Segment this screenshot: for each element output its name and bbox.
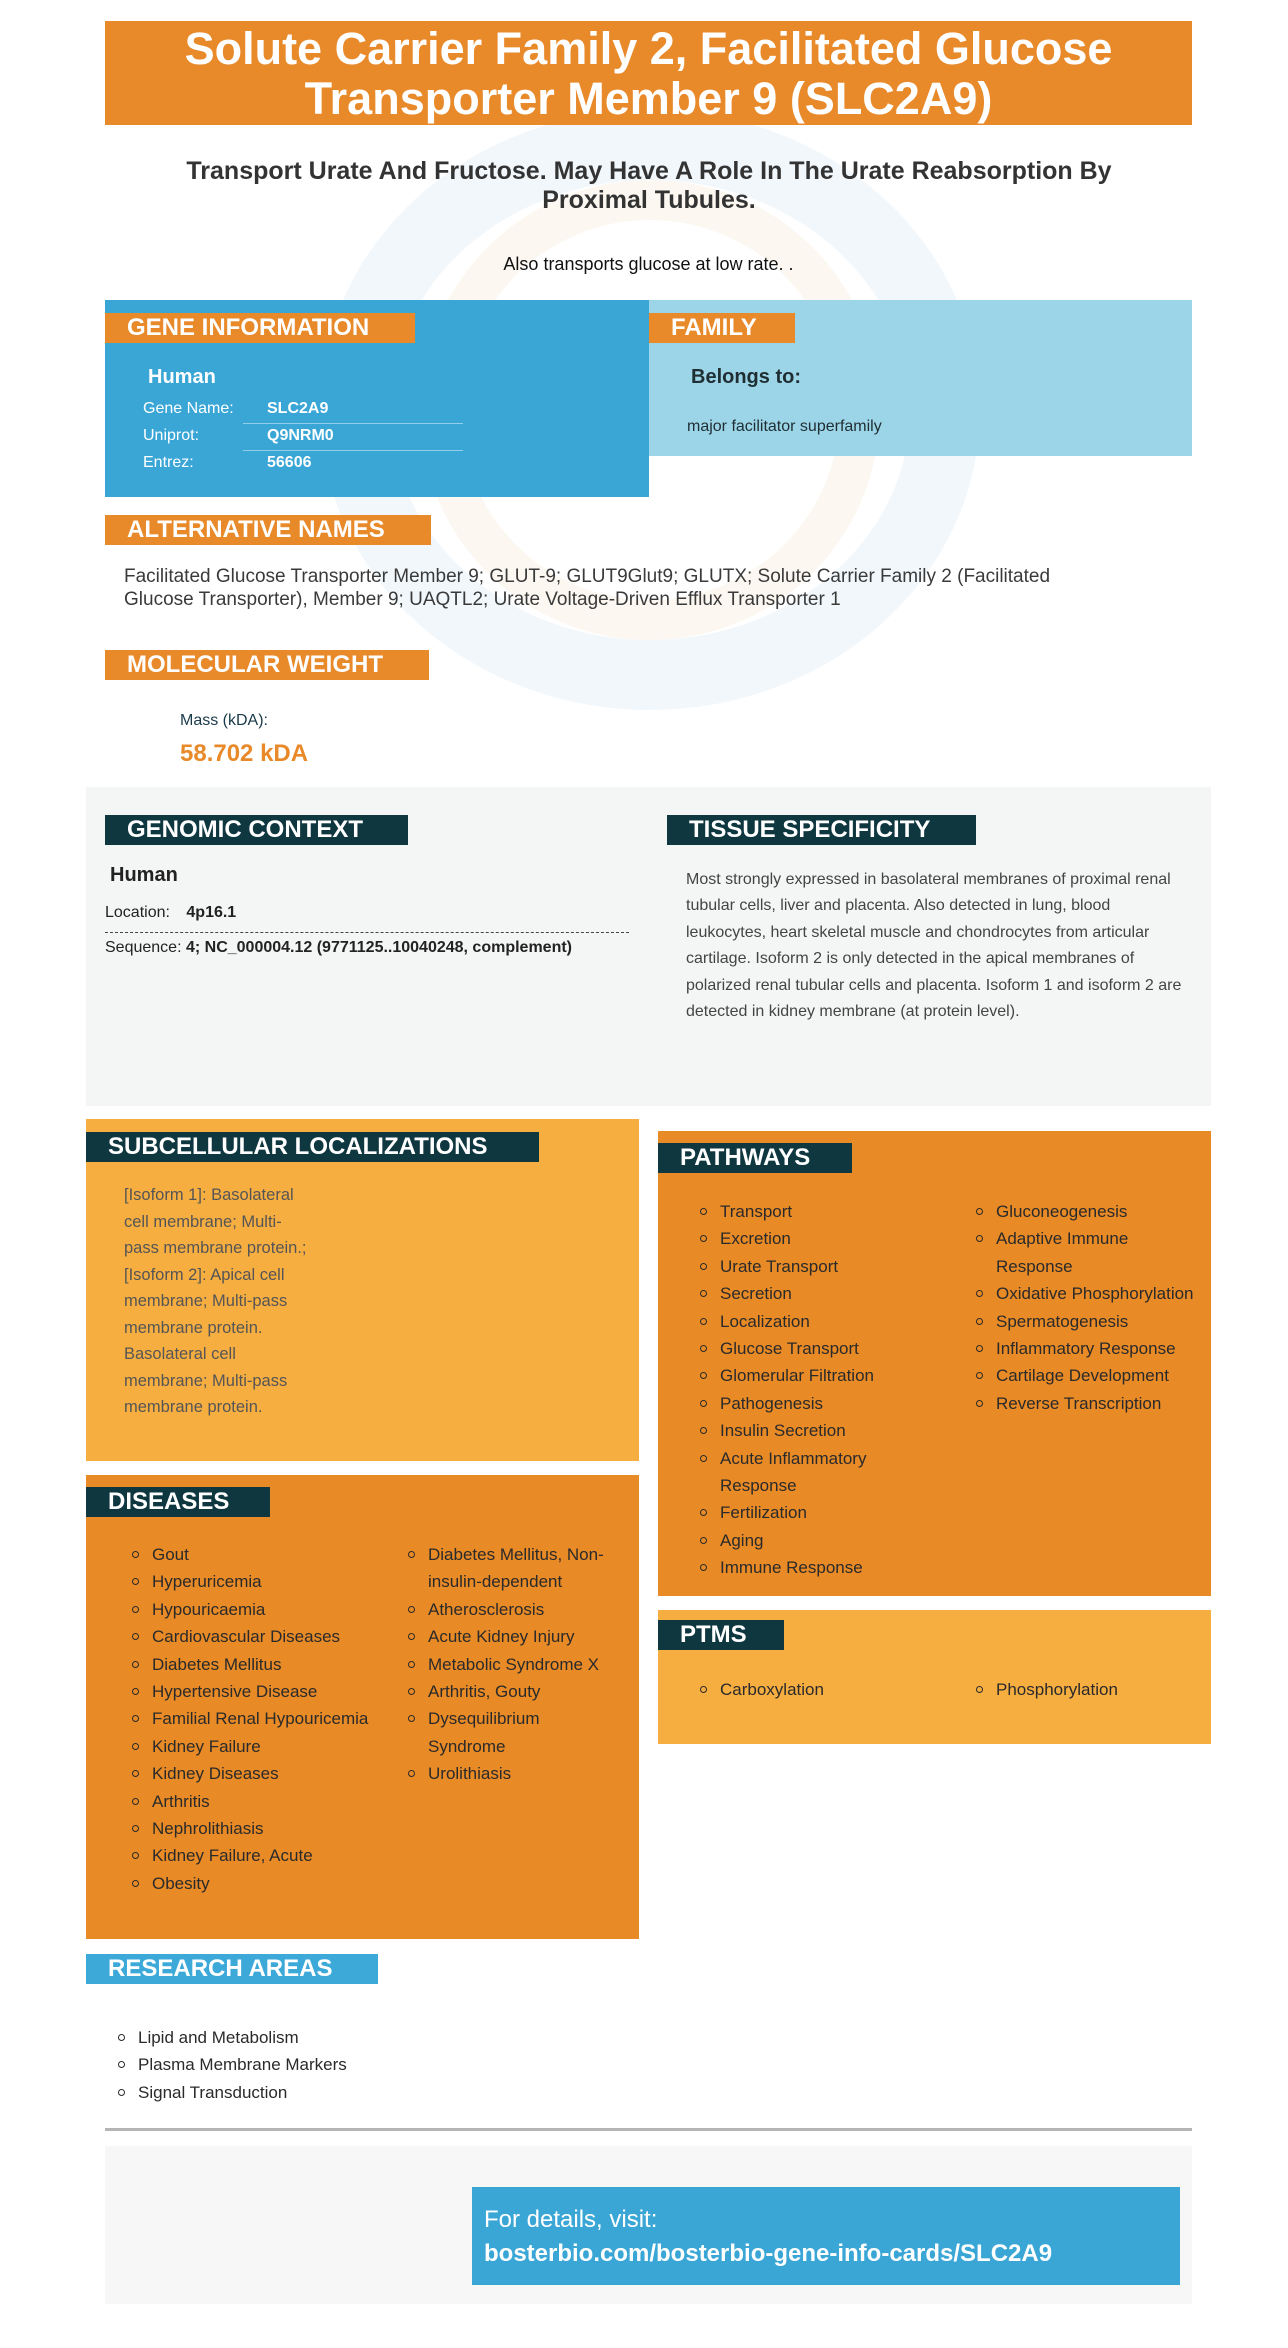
genomic-context-heading: GENOMIC CONTEXT bbox=[105, 815, 408, 845]
location-value: 4p16.1 bbox=[186, 904, 237, 921]
alternative-names-text: Facilitated Glucose Transporter Member 9; GLUT-9; GLUT9Glut9; GLUTX; Solute Carrier Family 2 (Facilitated Glucose Transporter), Member 9; UAQTL2; Urate Voltage-Driven Efflux Transporter 1 bbox=[124, 566, 1051, 610]
entrez-row bbox=[143, 454, 312, 472]
gene-information-heading: GENE INFORMATION bbox=[105, 313, 415, 343]
location-label: Location: bbox=[105, 904, 170, 921]
tissue-specificity-text: Most strongly expressed in basolateral membranes of proximal renal tubular cells, liver and placenta. Also detected in lung, blood leukocytes, heart skeletal muscle and chondrocytes from articular cartilage. Isoform 2 is only detected in the apical membranes of polarized renal tubular cells and placenta. Isoform 1 and isoform 2 are detected in kidney membrane (at protein level). bbox=[686, 871, 1182, 1021]
gene-name-row bbox=[143, 400, 328, 418]
uniprot-value: Q9NRM0 bbox=[267, 427, 334, 444]
gene-species: Human bbox=[148, 366, 216, 388]
list-item: Gluconeogenesis bbox=[974, 1198, 1206, 1225]
genomic-tissue-panel bbox=[86, 787, 1211, 1106]
pathways-heading: PATHWAYS bbox=[658, 1143, 852, 1173]
sequence-row bbox=[105, 939, 572, 957]
details-link[interactable]: bosterbio.com/bosterbio-gene-info-cards/SLC2A9 bbox=[484, 2240, 1053, 2267]
family-value: major facilitator superfamily bbox=[687, 418, 882, 435]
list-item: Reverse Transcription bbox=[974, 1390, 1206, 1417]
list-item: Hypouricaemia bbox=[130, 1596, 390, 1623]
list-item: Kidney Diseases bbox=[130, 1760, 390, 1787]
list-item: Spermatogenesis bbox=[974, 1308, 1206, 1335]
list-item: Localization bbox=[698, 1308, 928, 1335]
diseases-heading: DISEASES bbox=[86, 1487, 270, 1517]
ptms-panel bbox=[658, 1610, 1211, 1744]
list-item: Excretion bbox=[698, 1225, 928, 1252]
list-item: Kidney Failure bbox=[130, 1733, 390, 1760]
list-item: Cardiovascular Diseases bbox=[130, 1623, 390, 1650]
alternative-names-heading: ALTERNATIVE NAMES bbox=[105, 515, 431, 545]
list-item: Diabetes Mellitus bbox=[130, 1651, 390, 1678]
subcellular-heading: SUBCELLULAR LOCALIZATIONS bbox=[86, 1132, 539, 1162]
list-item: Kidney Failure, Acute bbox=[130, 1842, 390, 1869]
list-item: Signal Transduction bbox=[116, 2079, 516, 2106]
list-item: Secretion bbox=[698, 1280, 928, 1307]
list-item: Diabetes Mellitus, Non-insulin-dependent bbox=[406, 1541, 616, 1596]
function-summary: Transport Urate And Fructose. May Have A Role In The Urate Reabsorption By Proximal Tubules. bbox=[186, 157, 1112, 214]
list-item: Phosphorylation bbox=[974, 1676, 1204, 1703]
ptms-heading: PTMS bbox=[658, 1620, 784, 1650]
function-note: Also transports glucose at low rate. . bbox=[503, 254, 794, 274]
mass-label: Mass (kDA): bbox=[180, 712, 268, 729]
list-item: Obesity bbox=[130, 1870, 390, 1897]
list-item: Plasma Membrane Markers bbox=[116, 2051, 516, 2078]
list-item: Glomerular Filtration bbox=[698, 1362, 928, 1389]
gene-name-label: Gene Name: bbox=[143, 400, 234, 417]
list-item: Arthritis, Gouty bbox=[406, 1678, 616, 1705]
list-item: Pathogenesis bbox=[698, 1390, 928, 1417]
divider bbox=[243, 423, 463, 424]
ptms-list-col1 bbox=[698, 1676, 928, 1703]
list-item: Nephrolithiasis bbox=[130, 1815, 390, 1842]
list-item: Glucose Transport bbox=[698, 1335, 928, 1362]
diseases-list-col1 bbox=[130, 1541, 390, 1897]
divider bbox=[243, 450, 463, 451]
family-heading: FAMILY bbox=[649, 313, 795, 343]
research-areas-list bbox=[116, 2024, 516, 2106]
list-item: Adaptive Immune Response bbox=[974, 1225, 1206, 1280]
page-title: Solute Carrier Family 2, Facilitated Glucose Transporter Member 9 (SLC2A9) bbox=[105, 21, 1192, 125]
list-item: Metabolic Syndrome X bbox=[406, 1651, 616, 1678]
list-item: Inflammatory Response bbox=[974, 1335, 1206, 1362]
list-item: Urate Transport bbox=[698, 1253, 928, 1280]
list-item: Aging bbox=[698, 1527, 928, 1554]
list-item: Lipid and Metabolism bbox=[116, 2024, 516, 2051]
list-item: Acute Inflammatory Response bbox=[698, 1445, 928, 1500]
list-item: Arthritis bbox=[130, 1788, 390, 1815]
uniprot-label: Uniprot: bbox=[143, 427, 200, 444]
family-panel bbox=[649, 300, 1192, 456]
gene-information-panel bbox=[105, 300, 649, 497]
subcellular-text: [Isoform 1]: Basolateral cell membrane; Multi-pass membrane protein.; [Isoform 2]: Apical cell membrane; Multi-pass membrane protein. Basolateral cell membrane; Multi-pass membrane protein. bbox=[124, 1186, 307, 1416]
list-item: Transport bbox=[698, 1198, 928, 1225]
genomic-species: Human bbox=[110, 864, 178, 886]
footer-divider bbox=[105, 2128, 1192, 2131]
sequence-value: 4; NC_000004.12 (9771125..10040248, complement) bbox=[185, 939, 572, 956]
list-item: Oxidative Phosphorylation bbox=[974, 1280, 1206, 1307]
diseases-list-col2 bbox=[406, 1541, 616, 1788]
list-item: Carboxylation bbox=[698, 1676, 928, 1703]
list-item: Hypertensive Disease bbox=[130, 1678, 390, 1705]
entrez-value: 56606 bbox=[267, 454, 312, 471]
ptms-list-col2 bbox=[974, 1676, 1204, 1703]
mass-value: 58.702 kDA bbox=[180, 740, 309, 767]
list-item: Fertilization bbox=[698, 1499, 928, 1526]
list-item: Hyperuricemia bbox=[130, 1568, 390, 1595]
details-label: For details, visit: bbox=[484, 2206, 658, 2233]
location-row bbox=[105, 904, 236, 922]
list-item: Familial Renal Hypouricemia bbox=[130, 1705, 390, 1732]
sequence-label: Sequence: bbox=[105, 939, 182, 956]
pathways-list-col2 bbox=[974, 1198, 1206, 1417]
list-item: Cartilage Development bbox=[974, 1362, 1206, 1389]
list-item: Gout bbox=[130, 1541, 390, 1568]
entrez-label: Entrez: bbox=[143, 454, 194, 471]
molecular-weight-heading: MOLECULAR WEIGHT bbox=[105, 650, 429, 680]
list-item: Immune Response bbox=[698, 1554, 928, 1581]
pathways-panel bbox=[658, 1131, 1211, 1596]
list-item: Acute Kidney Injury bbox=[406, 1623, 616, 1650]
list-item: Atherosclerosis bbox=[406, 1596, 616, 1623]
subcellular-panel bbox=[86, 1119, 639, 1461]
list-item: Urolithiasis bbox=[406, 1760, 616, 1787]
uniprot-row bbox=[143, 427, 334, 445]
divider bbox=[105, 932, 629, 933]
pathways-list-col1 bbox=[698, 1198, 928, 1582]
diseases-panel bbox=[86, 1475, 639, 1939]
family-belongs-label: Belongs to: bbox=[691, 366, 801, 388]
details-link-box[interactable] bbox=[472, 2187, 1180, 2285]
research-areas-heading: RESEARCH AREAS bbox=[86, 1954, 378, 1984]
gene-name-value: SLC2A9 bbox=[267, 400, 329, 417]
list-item: Dysequilibrium Syndrome bbox=[406, 1705, 616, 1760]
tissue-specificity-heading: TISSUE SPECIFICITY bbox=[667, 815, 976, 845]
list-item: Insulin Secretion bbox=[698, 1417, 928, 1444]
